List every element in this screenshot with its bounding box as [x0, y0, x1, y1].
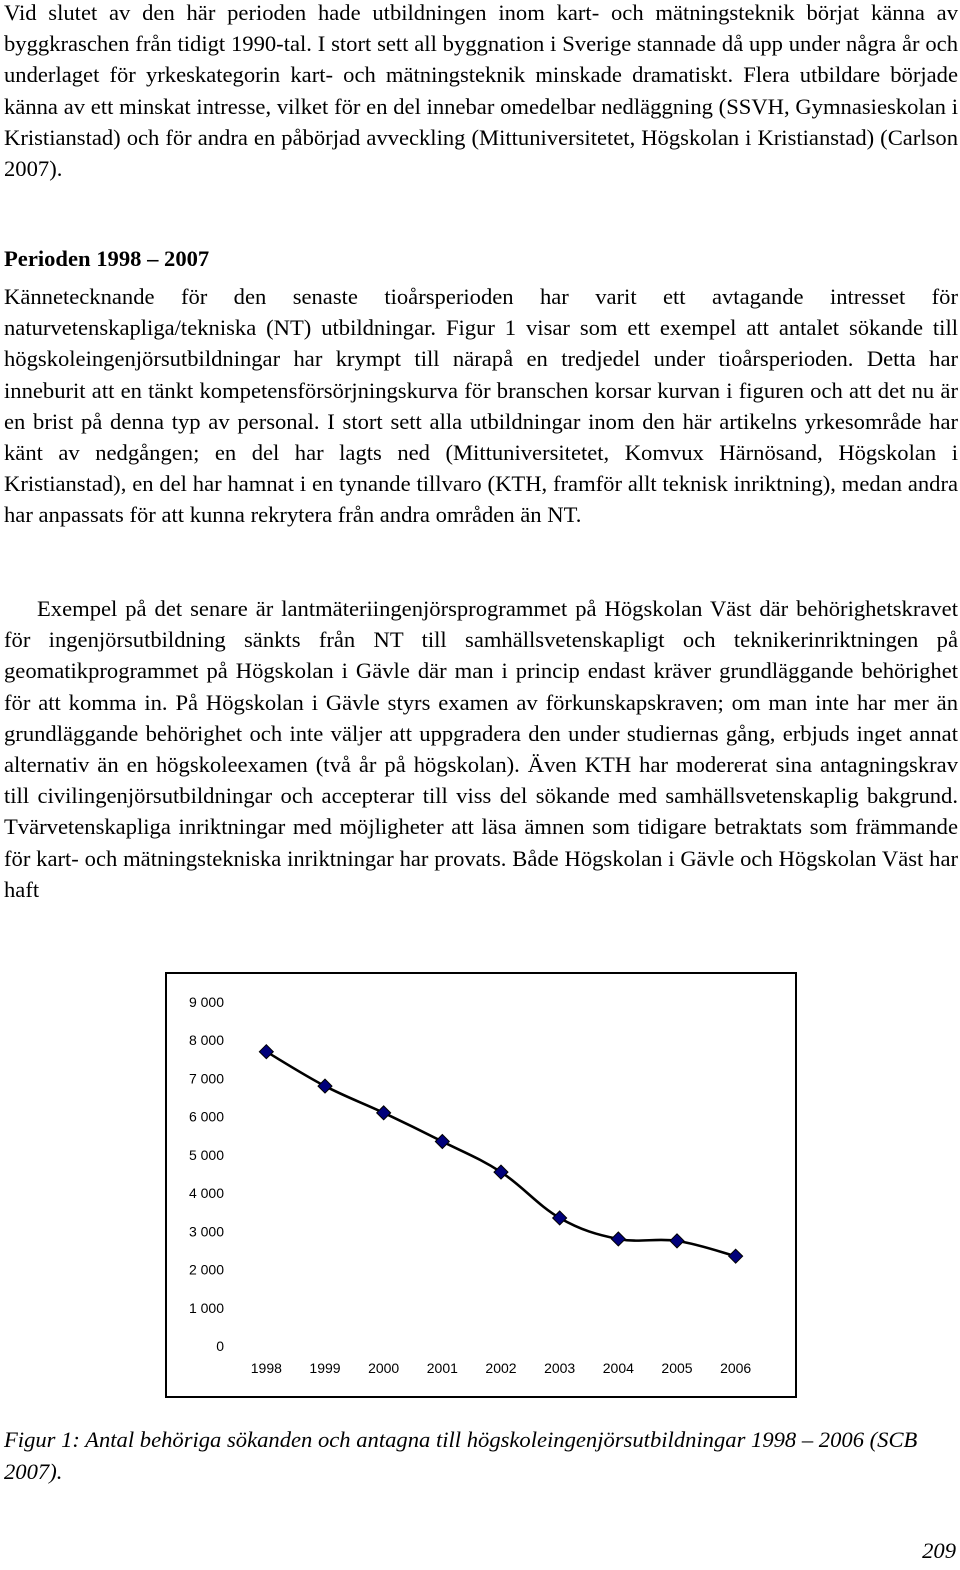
- y-tick-label: 5 000: [188, 1146, 224, 1163]
- x-tick-label: 2006: [720, 1360, 752, 1376]
- figure-caption: Figur 1: Antal behöriga sökanden och antagna till högskoleingenjörsutbildningar 1998 – 2006 (SCB 2007).: [4, 1427, 918, 1484]
- data-point: [377, 1106, 391, 1120]
- x-tick-label: 2000: [368, 1360, 400, 1376]
- y-tick-label: 9 000: [188, 994, 224, 1010]
- y-tick-label: 6 000: [188, 1108, 224, 1125]
- y-tick-label: 1 000: [188, 1299, 224, 1316]
- data-point: [435, 1135, 449, 1149]
- x-tick-label: 1998: [250, 1360, 282, 1376]
- x-tick-label: 2004: [602, 1360, 634, 1376]
- x-tick-label: 1999: [309, 1360, 341, 1376]
- y-tick-label: 8 000: [188, 1032, 224, 1049]
- line-chart: [167, 974, 795, 1396]
- data-point: [611, 1232, 625, 1246]
- data-point: [553, 1211, 567, 1225]
- paragraph-1: Vid slutet av den här perioden hade utbildningen inom kart- och mätningsteknik börjat känna av byggkraschen från tidigt 1990-tal. I stort sett all byggnation i Sverige stannade då upp under några år och underlaget för yrkeskategorin kart- och mätningsteknik minskade dramatiskt. Flera utbildare började känna av ett minskat intresse, vilket för en del innebar omedelbar nedläggning (SSVH, Gymnasieskolan i Kristianstad) och för andra en påbörjad avveckling (Mittuniversitetet, Högskolan i Kristianstad) (Carlson 2007).: [4, 0, 958, 182]
- page-number: 209: [922, 1538, 956, 1563]
- y-tick-label: 2 000: [188, 1261, 224, 1278]
- series-line: [266, 1052, 735, 1256]
- y-tick-label: 7 000: [188, 1070, 224, 1087]
- data-point: [259, 1045, 273, 1059]
- paragraph-2: Kännetecknande för den senaste tioårsperioden har varit ett avtagande intresset för naturvetenskapliga/tekniska (NT) utbildningar. Figur 1 visar som ett exempel att antalet sökande till högskoleingenjörsutbildningar har krympt till närapå en tredjedel under tioårsperioden. Detta har inneburit att en tänkt kompetensförsörjningskurva för branschen korsar kurvan i figuren och att det nu är en brist på denna typ av personal. I stort sett alla utbildningar inom den här artikelns yrkesområde har känt av nedgången; en del har lagts ned (Mittuniversitetet, Komvux Härnösand, Högskolan i Kristianstad), en del har hamnat i en tynande tillvaro (KTH, framför allt teknisk inriktning), medan andra har anpassats för att kunna rekrytera från andra områden än NT.: [4, 284, 958, 528]
- x-tick-label: 2002: [485, 1360, 517, 1376]
- y-tick-label: 3 000: [188, 1223, 224, 1240]
- y-tick-label: 0: [216, 1338, 224, 1354]
- data-point: [729, 1249, 743, 1263]
- data-point: [318, 1079, 332, 1093]
- y-tick-label: 4 000: [188, 1185, 224, 1202]
- chart-frame: [165, 972, 797, 1398]
- x-tick-label: 2001: [426, 1360, 458, 1376]
- paragraph-3: Exempel på det senare är lantmäteriingenjörsprogrammet på Högskolan Väst där behörighetskravet för ingenjörsutbildning sänkts från NT till samhällsvetenskapligt och teknikerinriktningen på geomatikprogrammet på Högskolan i Gävle där man i princip endast kräver grundläggande behörighet för att komma in. På Högskolan i Gävle styrs examen av förkunskapskraven; om man inte har mer än grundläggande behörighet och inte väljer att uppgradera den under studiernas gång, erbjuds inget annat alternativ än en högskoleexamen (två år på högskolan). Även KTH har modererat sina antagningskrav till civilingenjörsutbildningar och accepterar till viss del sökande med samhällsvetenskaplig bakgrund. Tvärvetenskapliga inriktningar med möjligheter att läsa ämnen som tidigare betraktats som främmande för kart- och mätningstekniska inriktningar har provats. Både Högskolan i Gävle och Högskolan Väst har haft: [4, 596, 958, 902]
- section-heading: Perioden 1998 – 2007: [4, 246, 210, 271]
- x-tick-label: 2003: [544, 1360, 576, 1376]
- x-tick-label: 2005: [661, 1360, 693, 1376]
- data-point: [670, 1234, 684, 1248]
